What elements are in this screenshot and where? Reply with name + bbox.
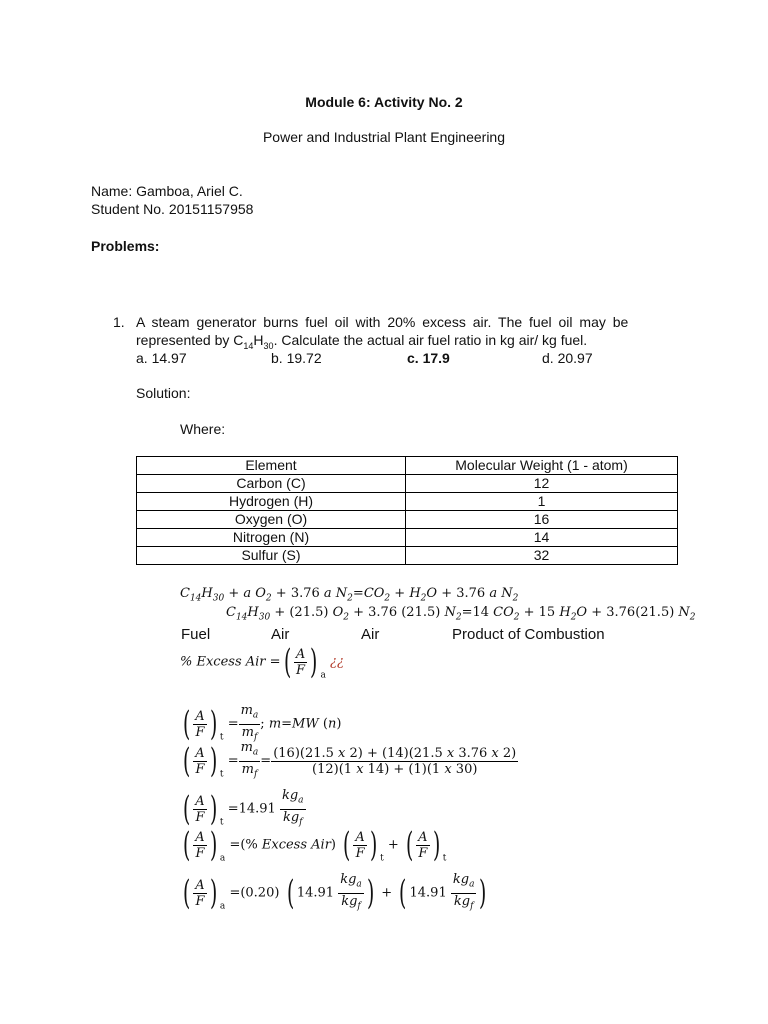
table-cell: Hydrogen (H): [137, 493, 406, 511]
solution-label: Solution:: [136, 385, 191, 401]
problem-number: 1.: [113, 314, 125, 330]
table-cell: Carbon (C): [137, 475, 406, 493]
label-air: Air: [271, 626, 290, 643]
table-header-row: [137, 457, 678, 475]
af-theoretical-result: ( $\frac{A}{F}$ ) $_t$ =14.91 $\frac{kg_a}{kg_f}$: [182, 788, 304, 830]
table-row: [137, 493, 678, 511]
table-header: Molecular Weight (1 - atom): [406, 457, 678, 475]
where-label: Where:: [180, 421, 226, 437]
problem-statement-line2: represented by $C_{14}H_{30}$. Calculate the actual air fuel ratio in kg air/ kg fuel.: [136, 332, 588, 351]
student-name: Name: Gamboa, Ariel C.: [91, 183, 243, 199]
af-actual-substitution: ( $\frac{A}{F}$ ) $_a$ =(0.20) ( 14.91 $\frac{kg_a}{kg_f}$ ) + ( 14.91 $\frac{kg_a}{kg_f}$ ): [182, 872, 487, 914]
molecular-weight-table: [136, 456, 678, 565]
table-row: [137, 529, 678, 547]
table-cell: 12: [406, 475, 678, 493]
document-title: Module 6: Activity No. 2: [305, 94, 463, 110]
choice-d: d. 20.97: [542, 350, 593, 366]
excess-air-formula: % Excess Air =( $\frac{A}{F}$ ) $_a$ ¿¿: [180, 642, 344, 682]
table-cell: 32: [406, 547, 678, 565]
label-air: Air: [361, 626, 380, 643]
table-cell: 14: [406, 529, 678, 547]
label-fuel: Fuel: [181, 626, 211, 643]
table-row: [137, 547, 678, 565]
table-row: [137, 511, 678, 529]
af-actual-formula: ( $\frac{A}{F}$ ) $_a$ =(% Excess Air) ( $\frac{A}{F}$ ) $_t$ + ( $\frac{A}{F}$ ) $_t$: [182, 825, 447, 865]
choice-b: b. 19.72: [271, 350, 322, 366]
problem-statement-line1: A steam generator burns fuel oil with 20% excess air. The fuel oil may be: [136, 314, 629, 330]
af-theoretical-calculation: ( $\frac{A}{F}$ ) $_t$ = $\frac{m_a}{m_f}$ = $\frac{(16)(21.5 x 2) + (14)(21.5 x 3.76 x 2)}{(12)(1 x 14) + (1)(1 x 30)}$: [182, 740, 517, 782]
choice-c-answer: c. 17.9: [407, 350, 450, 366]
table-row: [137, 475, 678, 493]
student-number: Student No. 20151157958: [91, 201, 254, 217]
table-header: Element: [137, 457, 406, 475]
table-cell: 1: [406, 493, 678, 511]
label-product-of-combustion: Product of Combustion: [452, 626, 605, 643]
combustion-equation-balanced: $C_{14}H_{30} + (21.5) O_2 + 3.76$ (21.5) $N_2=14$ $CO_2 + 15$ $H_2O + 3.76(21.5)$ $N_2$: [226, 605, 696, 623]
problems-heading: Problems:: [91, 238, 160, 254]
af-theoretical-definition: ( $\frac{A}{F}$ ) $_t$ = $\frac{m_a}{m_f}$ ; m=MW (n): [182, 703, 342, 745]
combustion-equation-general: $C_{14}H_{30} + a$ $O_2 + 3.76$ a $N_2=CO_2 + H_2O + 3.76$ a $N_2$: [180, 586, 519, 604]
table-cell: Oxygen (O): [137, 511, 406, 529]
document-subtitle: Power and Industrial Plant Engineering: [262, 129, 506, 145]
table-cell: Nitrogen (N): [137, 529, 406, 547]
table-cell: 16: [406, 511, 678, 529]
choice-a: a. 14.97: [136, 350, 187, 366]
table-cell: Sulfur (S): [137, 547, 406, 565]
